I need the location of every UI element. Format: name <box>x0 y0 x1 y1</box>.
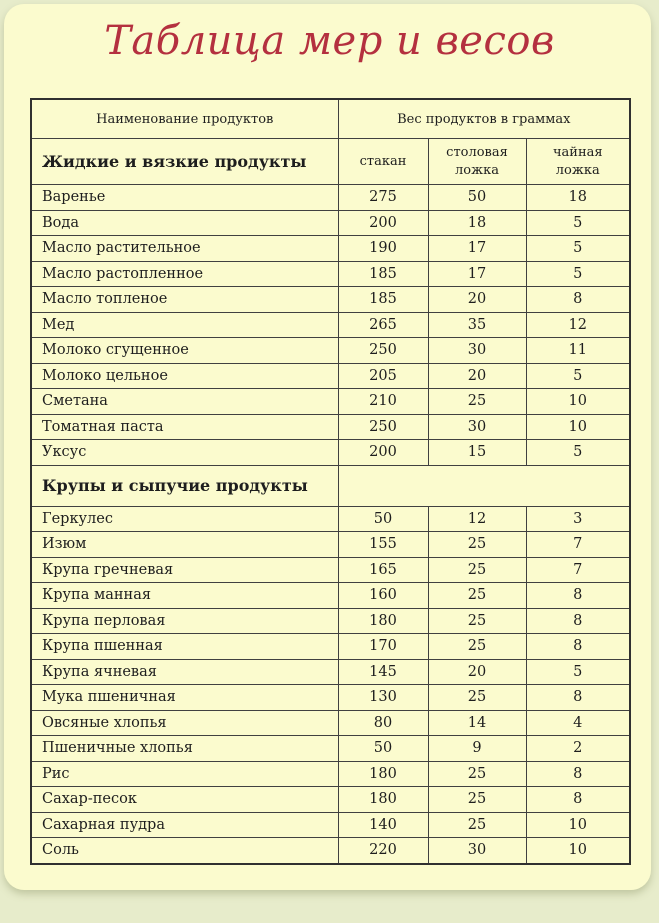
glass-weight-cell: 180 <box>338 761 428 787</box>
teaspoon-weight-cell: 5 <box>526 440 630 466</box>
table-row <box>31 338 630 364</box>
glass-weight-cell: 50 <box>338 736 428 762</box>
product-name-cell: Геркулес <box>31 506 338 532</box>
product-name-cell: Уксус <box>31 440 338 466</box>
glass-weight-cell: 200 <box>338 440 428 466</box>
tablespoon-weight-cell: 25 <box>428 608 526 634</box>
teaspoon-weight-cell: 5 <box>526 236 630 262</box>
tablespoon-weight-cell: 18 <box>428 210 526 236</box>
table-row <box>31 812 630 838</box>
tablespoon-column-header: столовая ложка <box>428 139 526 185</box>
teaspoon-weight-cell: 2 <box>526 736 630 762</box>
glass-weight-cell: 275 <box>338 185 428 211</box>
product-name-cell: Мука пшеничная <box>31 685 338 711</box>
product-name-cell: Варенье <box>31 185 338 211</box>
product-name-cell: Крупа манная <box>31 583 338 609</box>
glass-column-header: стакан <box>338 139 428 185</box>
measures-table <box>30 98 631 865</box>
product-name-cell: Масло растительное <box>31 236 338 262</box>
tablespoon-weight-cell: 25 <box>428 583 526 609</box>
glass-weight-cell: 140 <box>338 812 428 838</box>
teaspoon-weight-cell: 3 <box>526 506 630 532</box>
product-name-cell: Молоко сгущенное <box>31 338 338 364</box>
teaspoon-weight-cell: 4 <box>526 710 630 736</box>
teaspoon-weight-cell: 10 <box>526 838 630 864</box>
glass-weight-cell: 50 <box>338 506 428 532</box>
section-1-header-row <box>31 139 630 185</box>
table-row <box>31 506 630 532</box>
table-row <box>31 185 630 211</box>
tablespoon-weight-cell: 12 <box>428 506 526 532</box>
teaspoon-column-header: чайная ложка <box>526 139 630 185</box>
product-name-cell: Крупа пшенная <box>31 634 338 660</box>
table-row <box>31 236 630 262</box>
table-row <box>31 210 630 236</box>
tablespoon-weight-cell: 17 <box>428 261 526 287</box>
teaspoon-weight-cell: 12 <box>526 312 630 338</box>
product-name-cell: Сахарная пудра <box>31 812 338 838</box>
product-name-cell: Крупа ячневая <box>31 659 338 685</box>
page-title: Таблица мер и весов <box>104 18 555 64</box>
table-row <box>31 414 630 440</box>
product-name-cell: Пшеничные хлопья <box>31 736 338 762</box>
glass-weight-cell: 145 <box>338 659 428 685</box>
product-name-cell: Крупа гречневая <box>31 557 338 583</box>
teaspoon-weight-cell: 8 <box>526 287 630 313</box>
product-name-cell: Сметана <box>31 389 338 415</box>
teaspoon-weight-cell: 8 <box>526 685 630 711</box>
tablespoon-weight-cell: 25 <box>428 557 526 583</box>
table-row <box>31 736 630 762</box>
product-name-cell: Рис <box>31 761 338 787</box>
product-name-cell: Овсяные хлопья <box>31 710 338 736</box>
teaspoon-weight-cell: 8 <box>526 761 630 787</box>
teaspoon-weight-cell: 10 <box>526 812 630 838</box>
glass-weight-cell: 210 <box>338 389 428 415</box>
teaspoon-weight-cell: 5 <box>526 261 630 287</box>
product-name-cell: Соль <box>31 838 338 864</box>
table-row <box>31 363 630 389</box>
tablespoon-weight-cell: 20 <box>428 363 526 389</box>
glass-weight-cell: 180 <box>338 787 428 813</box>
tablespoon-weight-cell: 30 <box>428 338 526 364</box>
teaspoon-weight-cell: 8 <box>526 608 630 634</box>
table-row <box>31 583 630 609</box>
teaspoon-weight-cell: 5 <box>526 659 630 685</box>
tablespoon-weight-cell: 25 <box>428 812 526 838</box>
table-row <box>31 440 630 466</box>
table-row <box>31 761 630 787</box>
tablespoon-weight-cell: 30 <box>428 838 526 864</box>
teaspoon-weight-cell: 8 <box>526 583 630 609</box>
teaspoon-weight-cell: 7 <box>526 532 630 558</box>
tablespoon-weight-cell: 15 <box>428 440 526 466</box>
product-name-cell: Изюм <box>31 532 338 558</box>
tablespoon-weight-cell: 25 <box>428 787 526 813</box>
tablespoon-weight-cell: 14 <box>428 710 526 736</box>
table-row <box>31 557 630 583</box>
product-name-cell: Томатная паста <box>31 414 338 440</box>
teaspoon-weight-cell: 5 <box>526 363 630 389</box>
table-row <box>31 710 630 736</box>
glass-weight-cell: 170 <box>338 634 428 660</box>
glass-weight-cell: 165 <box>338 557 428 583</box>
teaspoon-weight-cell: 7 <box>526 557 630 583</box>
table-body <box>31 139 630 864</box>
product-name-cell: Крупа перловая <box>31 608 338 634</box>
glass-weight-cell: 180 <box>338 608 428 634</box>
table-row <box>31 532 630 558</box>
tablespoon-weight-cell: 25 <box>428 389 526 415</box>
glass-weight-cell: 160 <box>338 583 428 609</box>
product-name-cell: Вода <box>31 210 338 236</box>
table-row <box>31 608 630 634</box>
product-name-cell: Сахар-песок <box>31 787 338 813</box>
tablespoon-weight-cell: 20 <box>428 287 526 313</box>
table-row <box>31 685 630 711</box>
teaspoon-weight-cell: 10 <box>526 414 630 440</box>
glass-weight-cell: 200 <box>338 210 428 236</box>
glass-weight-cell: 185 <box>338 261 428 287</box>
section-spacer <box>338 465 630 506</box>
section-title: Крупы и сыпучие продукты <box>31 465 338 506</box>
weight-header: Вес продуктов в граммах <box>338 99 630 139</box>
product-name-header: Наименование продуктов <box>31 99 338 139</box>
glass-weight-cell: 185 <box>338 287 428 313</box>
product-name-cell: Масло топленое <box>31 287 338 313</box>
teaspoon-weight-cell: 11 <box>526 338 630 364</box>
glass-weight-cell: 190 <box>338 236 428 262</box>
glass-weight-cell: 250 <box>338 414 428 440</box>
table-header-row <box>31 99 630 139</box>
glass-weight-cell: 80 <box>338 710 428 736</box>
table-row <box>31 659 630 685</box>
table-row <box>31 287 630 313</box>
tablespoon-weight-cell: 25 <box>428 761 526 787</box>
teaspoon-weight-cell: 8 <box>526 634 630 660</box>
glass-weight-cell: 265 <box>338 312 428 338</box>
tablespoon-weight-cell: 25 <box>428 685 526 711</box>
teaspoon-weight-cell: 10 <box>526 389 630 415</box>
glass-weight-cell: 155 <box>338 532 428 558</box>
product-name-cell: Молоко цельное <box>31 363 338 389</box>
teaspoon-weight-cell: 5 <box>526 210 630 236</box>
glass-weight-cell: 250 <box>338 338 428 364</box>
tablespoon-weight-cell: 9 <box>428 736 526 762</box>
section-title: Жидкие и вязкие продукты <box>31 139 338 185</box>
product-name-cell: Масло растопленное <box>31 261 338 287</box>
tablespoon-weight-cell: 35 <box>428 312 526 338</box>
tablespoon-weight-cell: 30 <box>428 414 526 440</box>
glass-weight-cell: 205 <box>338 363 428 389</box>
table-row <box>31 261 630 287</box>
tablespoon-weight-cell: 50 <box>428 185 526 211</box>
section-2-header-row <box>31 465 630 506</box>
tablespoon-weight-cell: 25 <box>428 532 526 558</box>
table-row <box>31 634 630 660</box>
tablespoon-weight-cell: 20 <box>428 659 526 685</box>
table-row <box>31 312 630 338</box>
product-name-cell: Мед <box>31 312 338 338</box>
teaspoon-weight-cell: 8 <box>526 787 630 813</box>
glass-weight-cell: 220 <box>338 838 428 864</box>
table-row <box>31 838 630 864</box>
table-row <box>31 389 630 415</box>
tablespoon-weight-cell: 25 <box>428 634 526 660</box>
tablespoon-weight-cell: 17 <box>428 236 526 262</box>
teaspoon-weight-cell: 18 <box>526 185 630 211</box>
table-row <box>31 787 630 813</box>
glass-weight-cell: 130 <box>338 685 428 711</box>
